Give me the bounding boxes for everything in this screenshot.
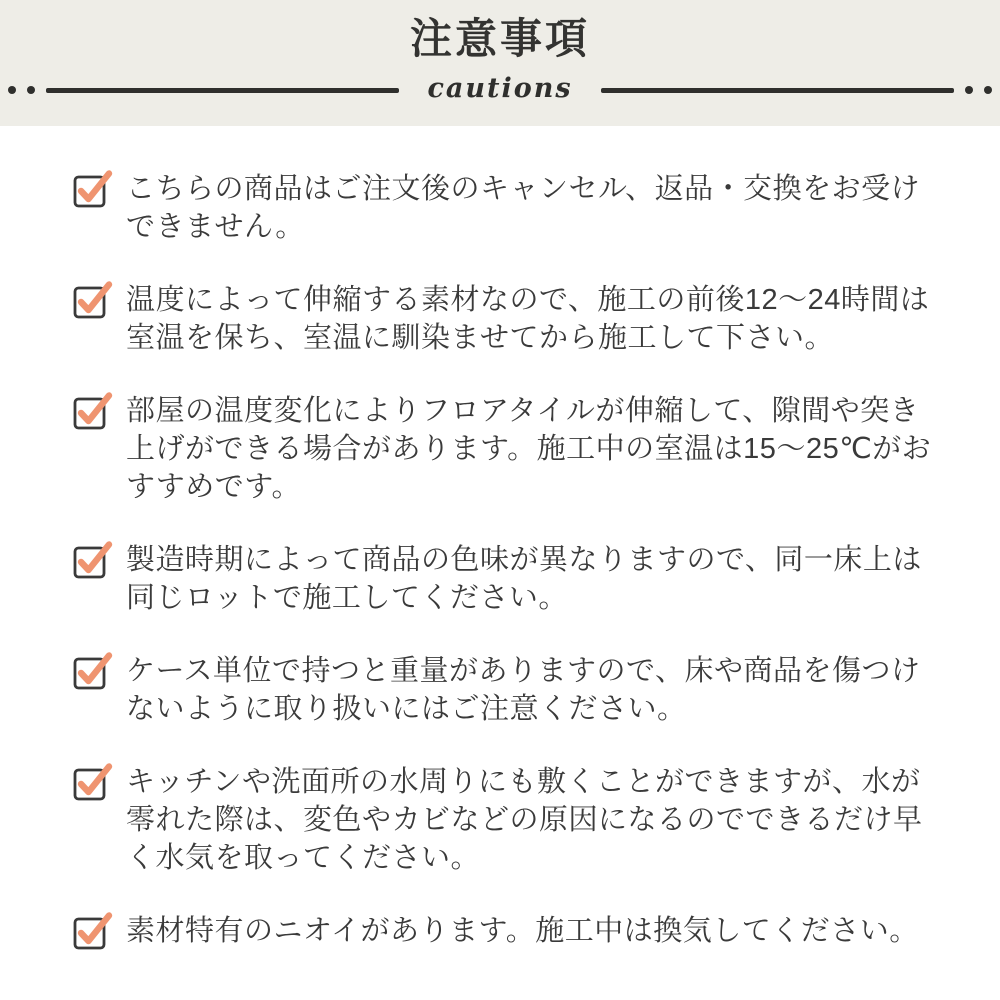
checked-checkbox-icon: [73, 169, 113, 209]
list-item: [73, 912, 945, 951]
list-item: [73, 541, 945, 617]
caution-text: 素材特有のニオイがあります。施工中は換気してください。: [126, 915, 919, 947]
checked-checkbox-icon: [73, 762, 113, 802]
caution-text: キッチンや洗面所の水周りにも敷くことができますが、水が零れた際は、変色やカビなどの原因になるのでできるだけ早く水気を取ってください。: [126, 766, 923, 874]
list-item: [73, 763, 945, 877]
caution-text: 製造時期によって商品の色味が異なりますので、同一床上は同じロットで施工してください。: [126, 544, 922, 614]
divider-dot: [965, 86, 973, 94]
checked-checkbox-icon: [73, 651, 113, 691]
divider-dot: [27, 86, 35, 94]
caution-text: 温度によって伸縮する素材なので、施工の前後12〜24時間は室温を保ち、室温に馴染ませてから施工して下さい。: [126, 284, 930, 354]
caution-text: 部屋の温度変化によりフロアタイルが伸縮して、隙間や突き上げができる場合があります。施工中の室温は15〜25℃がおすすめです。: [126, 395, 932, 503]
caution-text: ケース単位で持つと重量がありますので、床や商品を傷つけないように取り扱いにはご注意ください。: [126, 655, 921, 725]
list-item: [73, 281, 945, 357]
cautions-list: [0, 126, 1000, 951]
page-title: 注意事項: [409, 15, 590, 62]
checked-checkbox-icon: [73, 540, 113, 580]
divider-line: [601, 88, 954, 93]
checked-checkbox-icon: [73, 911, 113, 951]
list-item: [73, 170, 945, 246]
list-item: [73, 652, 945, 728]
divider-dot: [8, 86, 16, 94]
checked-checkbox-icon: [73, 391, 113, 431]
checked-checkbox-icon: [73, 280, 113, 320]
decorative-divider: [0, 72, 1000, 106]
divider-line: [46, 88, 399, 93]
page-subtitle: cautions: [427, 72, 573, 104]
caution-text: こちらの商品はご注文後のキャンセル、返品・交換をお受けできません。: [126, 173, 921, 243]
page-header: [0, 0, 1000, 126]
list-item: [73, 392, 945, 506]
divider-dot: [984, 86, 992, 94]
